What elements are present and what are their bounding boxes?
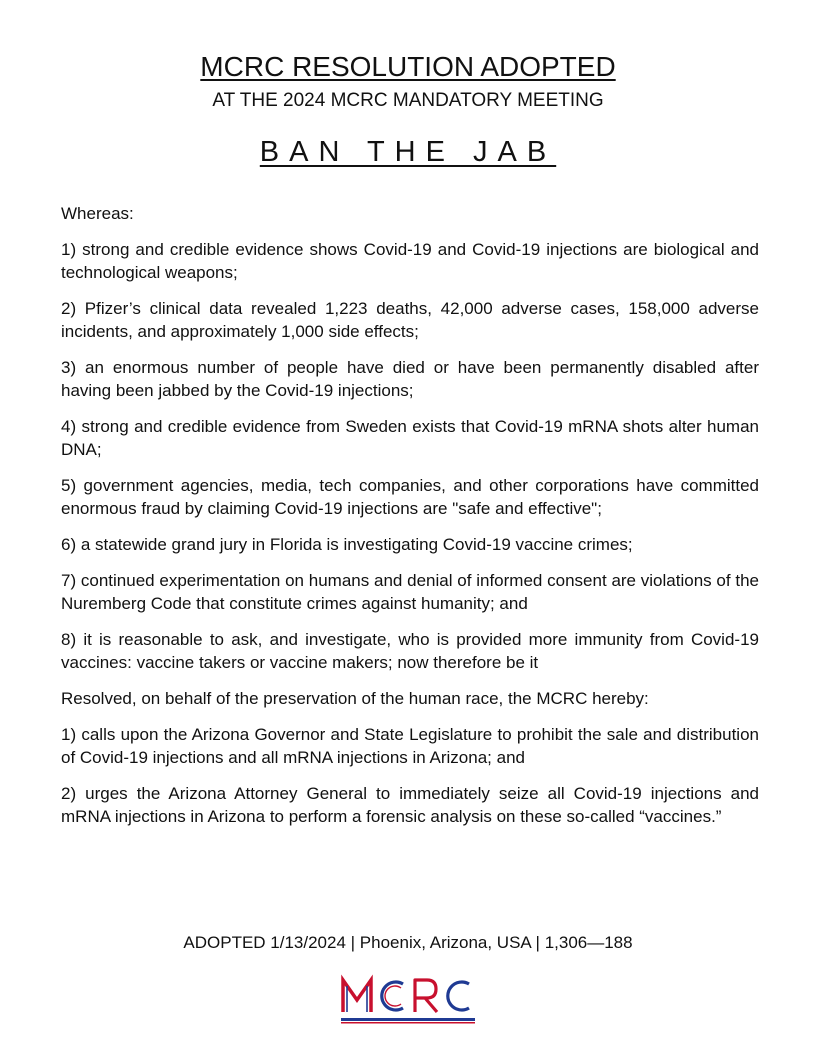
whereas-clause-1: 1) strong and credible evidence shows Covid-19 and Covid-19 injections are biological and technological weapons; bbox=[61, 240, 759, 282]
whereas-clause-6: 6) a statewide grand jury in Florida is investigating Covid-19 vaccine crimes; bbox=[61, 535, 633, 554]
whereas-clause-8: 8) it is reasonable to ask, and investigate, who is provided more immunity from Covid-19 vaccines: vaccine takers or vaccine makers; now therefore be it bbox=[61, 630, 759, 672]
mcrc-logo bbox=[335, 972, 481, 1032]
page-title: MCRC RESOLUTION ADOPTED bbox=[200, 51, 616, 82]
resolved-clause-2: 2) urges the Arizona Attorney General to immediately seize all Covid-19 injections and mRNA injections in Arizona to perform a forensic analysis on these so-called “vaccines.” bbox=[61, 784, 759, 826]
whereas-intro: Whereas: bbox=[61, 204, 134, 223]
whereas-clause-4: 4) strong and credible evidence from Sweden exists that Covid-19 mRNA shots alter human DNA; bbox=[61, 417, 759, 459]
logo-letter-r bbox=[415, 980, 437, 1012]
whereas-clause-5: 5) government agencies, media, tech companies, and other corporations have committed enormous fraud by claiming Covid-19 injections are "safe and effective"; bbox=[61, 476, 759, 518]
logo-letter-c bbox=[382, 982, 403, 1010]
whereas-clause-2: 2) Pfizer’s clinical data revealed 1,223 deaths, 42,000 adverse cases, 158,000 adverse incidents, and approximately 1,000 side effects; bbox=[61, 299, 759, 341]
whereas-clause-7: 7) continued experimentation on humans and denial of informed consent are violations of the Nuremberg Code that constitute crimes against humanity; and bbox=[61, 571, 759, 613]
resolved-intro: Resolved, on behalf of the preservation of the human race, the MCRC hereby: bbox=[61, 689, 649, 708]
logo-banner bbox=[341, 1018, 475, 1024]
logo-letter-c-2 bbox=[448, 982, 469, 1010]
adopted-line: ADOPTED 1/13/2024 | Phoenix, Arizona, USA | 1,306—188 bbox=[183, 933, 633, 952]
page-subtitle: AT THE 2024 MCRC MANDATORY MEETING bbox=[212, 90, 604, 111]
logo-letter-m bbox=[343, 980, 371, 1012]
whereas-clause-3: 3) an enormous number of people have died or have been permanently disabled after having been jabbed by the Covid-19 injections; bbox=[61, 358, 759, 400]
slogan-heading: BAN THE JAB bbox=[259, 136, 557, 168]
resolution-body bbox=[61, 202, 759, 841]
resolved-clause-1: 1) calls upon the Arizona Governor and State Legislature to prohibit the sale and distribution of Covid-19 injections and all mRNA injections in Arizona; and bbox=[61, 725, 759, 767]
